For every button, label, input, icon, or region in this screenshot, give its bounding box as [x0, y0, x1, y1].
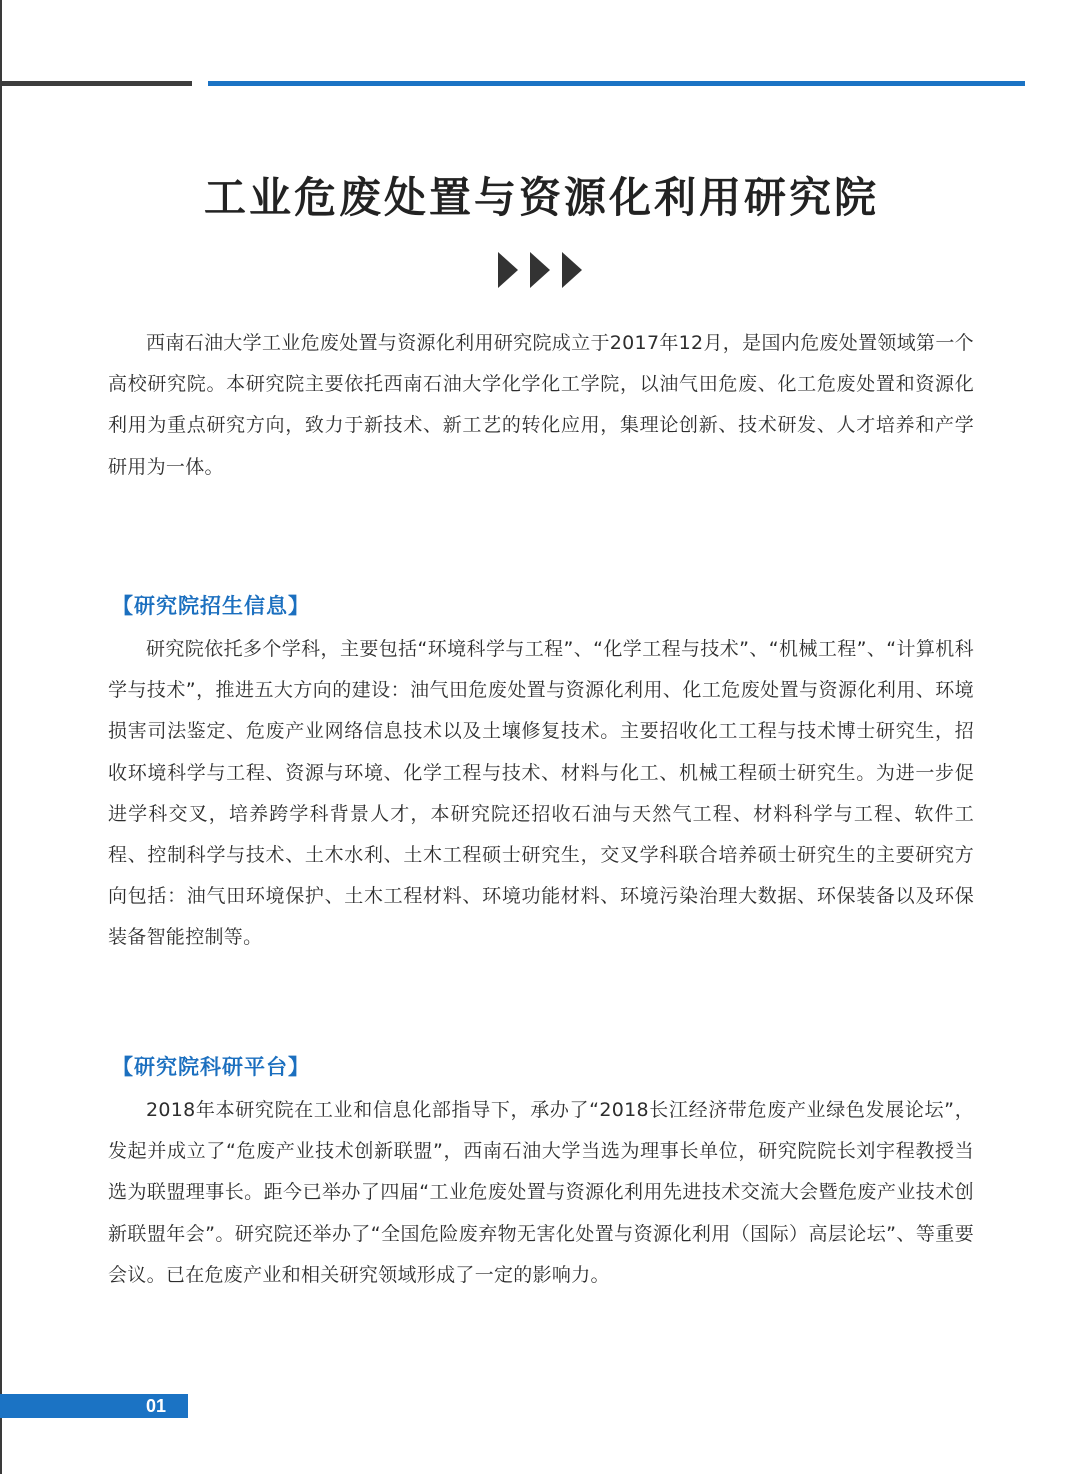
top-rule-blue — [208, 81, 1025, 86]
right-triangle-icon — [498, 252, 518, 288]
section-heading-research-platform: 【研究院科研平台】 — [112, 1055, 310, 1079]
page-number-bar — [0, 1394, 188, 1418]
page-number: 01 — [145, 1396, 166, 1416]
page-title: 工业危废处置与资源化利用研究院 — [203, 173, 879, 222]
intro-paragraph: 西南石油大学工业危废处置与资源化利用研究院成立于2017年12月，是国内危废处置领域第一个高校研究院。本研究院主要依托西南石油大学化学化工学院，以油气田危废、化工危废处置和资源化利用为重点研究方向，致力于新技术、新工艺的转化应用，集理论创新、技术研发、人才培养和产学研用为一体。 — [108, 332, 974, 478]
right-triangle-icon — [530, 252, 550, 288]
top-rule-dark — [0, 81, 192, 86]
section-heading-admissions: 【研究院招生信息】 — [112, 594, 310, 618]
right-triangle-icon — [562, 252, 582, 288]
section-body-research-platform: 2018年本研究院在工业和信息化部指导下，承办了“2018长江经济带危废产业绿色发展论坛”，发起并成立了“危废产业技术创新联盟”，西南石油大学当选为理事长单位，研究院院长刘宇程教授当选为联盟理事长。距今已举办了四届“工业危废处置与资源化利用先进技术交流大会暨危废产业技术创新联盟年会”。研究院还举办了“全国危险废弃物无害化处置与资源化利用（国际）高层论坛”、等重要会议。已在危废产业和相关研究领域形成了一定的影响力。 — [108, 1099, 974, 1286]
triple-right-triangle-icon — [498, 252, 584, 288]
section-body-admissions: 研究院依托多个学科，主要包括“环境科学与工程”、“化学工程与技术”、“机械工程”、“计算机科学与技术”，推进五大方向的建设：油气田危废处置与资源化利用、化工危废处置与资源化利用、环境损害司法鉴定、危废产业网络信息技术以及土壤修复技术。主要招收化工工程与技术博士研究生，招收环境科学与工程、资源与环境、化学工程与技术、材料与化工、机械工程硕士研究生。为进一步促进学科交叉，培养跨学科背景人才，本研究院还招收石油与天然气工程、材料科学与工程、软件工程、控制科学与技术、土木水利、土木工程硕士研究生，交叉学科联合培养硕士研究生的主要研究方向包括：油气田环境保护、土木工程材料、环境功能材料、环境污染治理大数据、环保装备以及环保装备智能控制等。 — [108, 638, 974, 949]
